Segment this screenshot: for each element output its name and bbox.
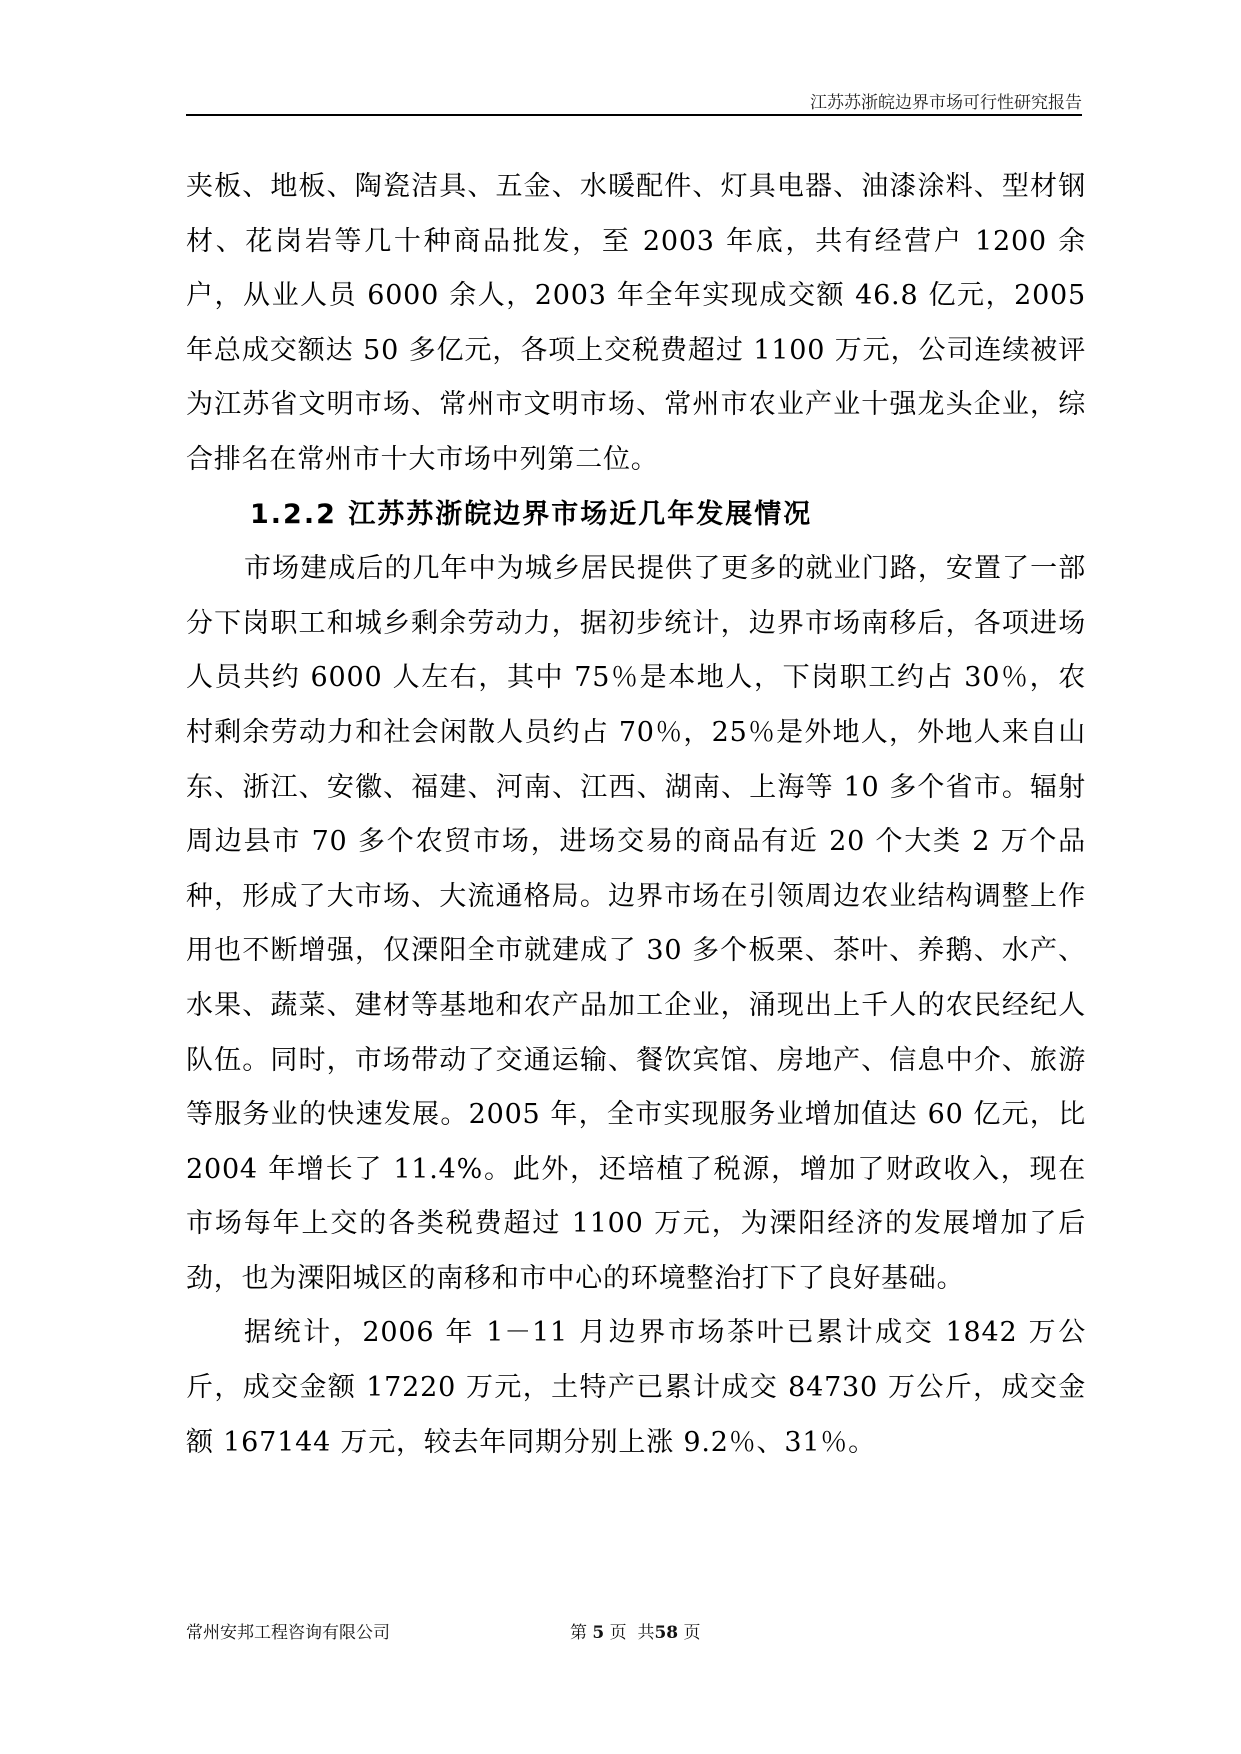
footer-company: 常州安邦工程咨询有限公司 <box>186 1623 390 1643</box>
page-suffix: 页 <box>683 1623 701 1643</box>
running-header: 江苏苏浙皖边界市场可行性研究报告 <box>810 93 1082 113</box>
paragraph-3: 据统计，2006 年 1－11 月边界市场茶叶已累计成交 1842 万公斤，成交金额 17220 万元，土特产已累计成交 84730 万公斤，成交金额 167144 万元，较去年同期分别上涨 9.2％、31％。 <box>186 1317 1086 1458</box>
footer-page-number <box>570 1618 701 1643</box>
page-prefix: 第 <box>570 1623 587 1643</box>
document-body <box>186 160 1086 1470</box>
page-middle: 页 共 <box>609 1623 655 1643</box>
paragraph-2: 市场建成后的几年中为城乡居民提供了更多的就业门路，安置了一部分下岗职工和城乡剩余劳动力，据初步统计，边界市场南移后，各项进场人员共约 6000 人左右，其中 75％是本地人，下岗职工约占 30％，农村剩余劳动力和社会闲散人员约占 70％，25％是外地人，外地人来自山东、浙江、安徽、福建、河南、江西、湖南、上海等 10 多个省市。辐射周边县市 70 多个农贸市场，进场交易的商品有近 20 个大类 2 万个品种，形成了大市场、大流通格局。边界市场在引领周边农业结构调整上作用也不断增强，仅溧阳全市就建成了 30 多个板栗、茶叶、养鹅、水产、水果、蔬菜、建材等基地和农产品加工企业，涌现出上千人的农民经纪人队伍。同时，市场带动了交通运输、餐饮宾馆、房地产、信息中介、旅游等服务业的快速发展。2005 年，全市实现服务业增加值达 60 亿元，比 2004 年增长了 11.4%。此外，还培植了税源，增加了财政收入，现在市场每年上交的各类税费超过 1100 万元，为溧阳经济的发展增加了后劲，也为溧阳城区的南移和市中心的环境整治打下了良好基础。 <box>186 553 1086 1294</box>
paragraph-1: 夹板、地板、陶瓷洁具、五金、水暖配件、灯具电器、油漆涂料、型材钢材、花岗岩等几十种商品批发，至 2003 年底，共有经营户 1200 余户，从业人员 6000 余人，2003 年全年实现成交额 46.8 亿元，2005 年总成交额达 50 多亿元，各项上交税费超过 1100 万元，公司连续被评为江苏省文明市场、常州市文明市场、常州市农业产业十强龙头企业，综合排名在常州市十大市场中列第二位。 <box>186 171 1086 475</box>
header-divider <box>186 114 1082 116</box>
current-page: 5 <box>592 1623 605 1643</box>
total-pages: 58 <box>654 1623 679 1643</box>
section-heading: 1.2.2 江苏苏浙皖边界市场近几年发展情况 <box>250 498 813 530</box>
